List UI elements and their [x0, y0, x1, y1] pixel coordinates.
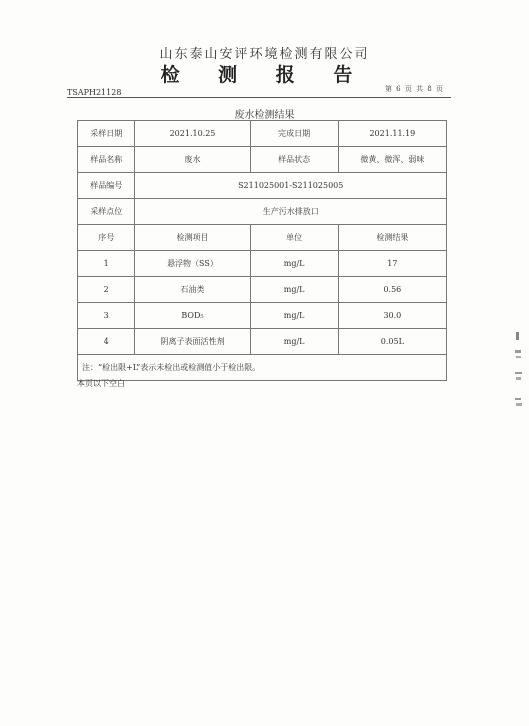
sampling-date-value: 2021.10.25: [135, 121, 250, 147]
row-number: 4: [78, 329, 135, 355]
row-item: 悬浮物（SS）: [135, 251, 250, 277]
sampling-date-label: 采样日期: [78, 121, 135, 147]
table-row: [78, 355, 447, 381]
row-result: 0.56: [338, 277, 446, 303]
header-divider: [67, 97, 451, 98]
row-number: 3: [78, 303, 135, 329]
seal-edge-mark: [513, 330, 525, 420]
row-item: 石油类: [135, 277, 250, 303]
table-row: [78, 173, 447, 199]
row-number: 1: [78, 251, 135, 277]
sampling-point-label: 采样点位: [78, 199, 135, 225]
table-row: [78, 303, 447, 329]
sample-name-label: 样品名称: [78, 147, 135, 173]
row-result: 0.05L: [338, 329, 446, 355]
row-item: 阴离子表面活性剂: [135, 329, 250, 355]
report-number: TSAPH21128: [67, 88, 122, 97]
section-title: 废水检测结果: [234, 110, 295, 121]
row-result: 17: [338, 251, 446, 277]
row-unit: mg/L: [250, 277, 338, 303]
row-unit: mg/L: [250, 329, 338, 355]
sample-no-label: 样品编号: [78, 173, 135, 199]
column-header: 检测结果: [338, 225, 446, 251]
page-number: 第 6 页 共 8 页: [384, 85, 444, 93]
table-row: [78, 147, 447, 173]
column-header: 单位: [250, 225, 338, 251]
sampling-point-value: 生产污水排放口: [135, 199, 447, 225]
table-note: 注：“检出限+L”表示未检出或检测值小于检出限。: [78, 355, 447, 381]
completion-date-value: 2021.11.19: [338, 121, 446, 147]
table-row: [78, 199, 447, 225]
sample-name-value: 废水: [135, 147, 250, 173]
completion-date-label: 完成日期: [250, 121, 338, 147]
report-title: 检 测 报 告: [160, 64, 369, 86]
sample-no-value: S211025001-S211025005: [135, 173, 447, 199]
row-result: 30.0: [338, 303, 446, 329]
table-row: [78, 277, 447, 303]
table-row: [78, 121, 447, 147]
sample-state-label: 样品状态: [250, 147, 338, 173]
sample-state-value: 微黄、微浑、弱味: [338, 147, 446, 173]
row-unit: mg/L: [250, 251, 338, 277]
row-number: 2: [78, 277, 135, 303]
table-header-row: [78, 225, 447, 251]
table-row: [78, 329, 447, 355]
results-table: [77, 120, 447, 381]
row-unit: mg/L: [250, 303, 338, 329]
table-row: [78, 251, 447, 277]
column-header: 检测项目: [135, 225, 250, 251]
blank-note: 本页以下空白: [77, 379, 125, 388]
column-header: 序号: [78, 225, 135, 251]
company-name: 山东泰山安评环境检测有限公司: [159, 47, 370, 62]
row-item: BOD₅: [135, 303, 250, 329]
